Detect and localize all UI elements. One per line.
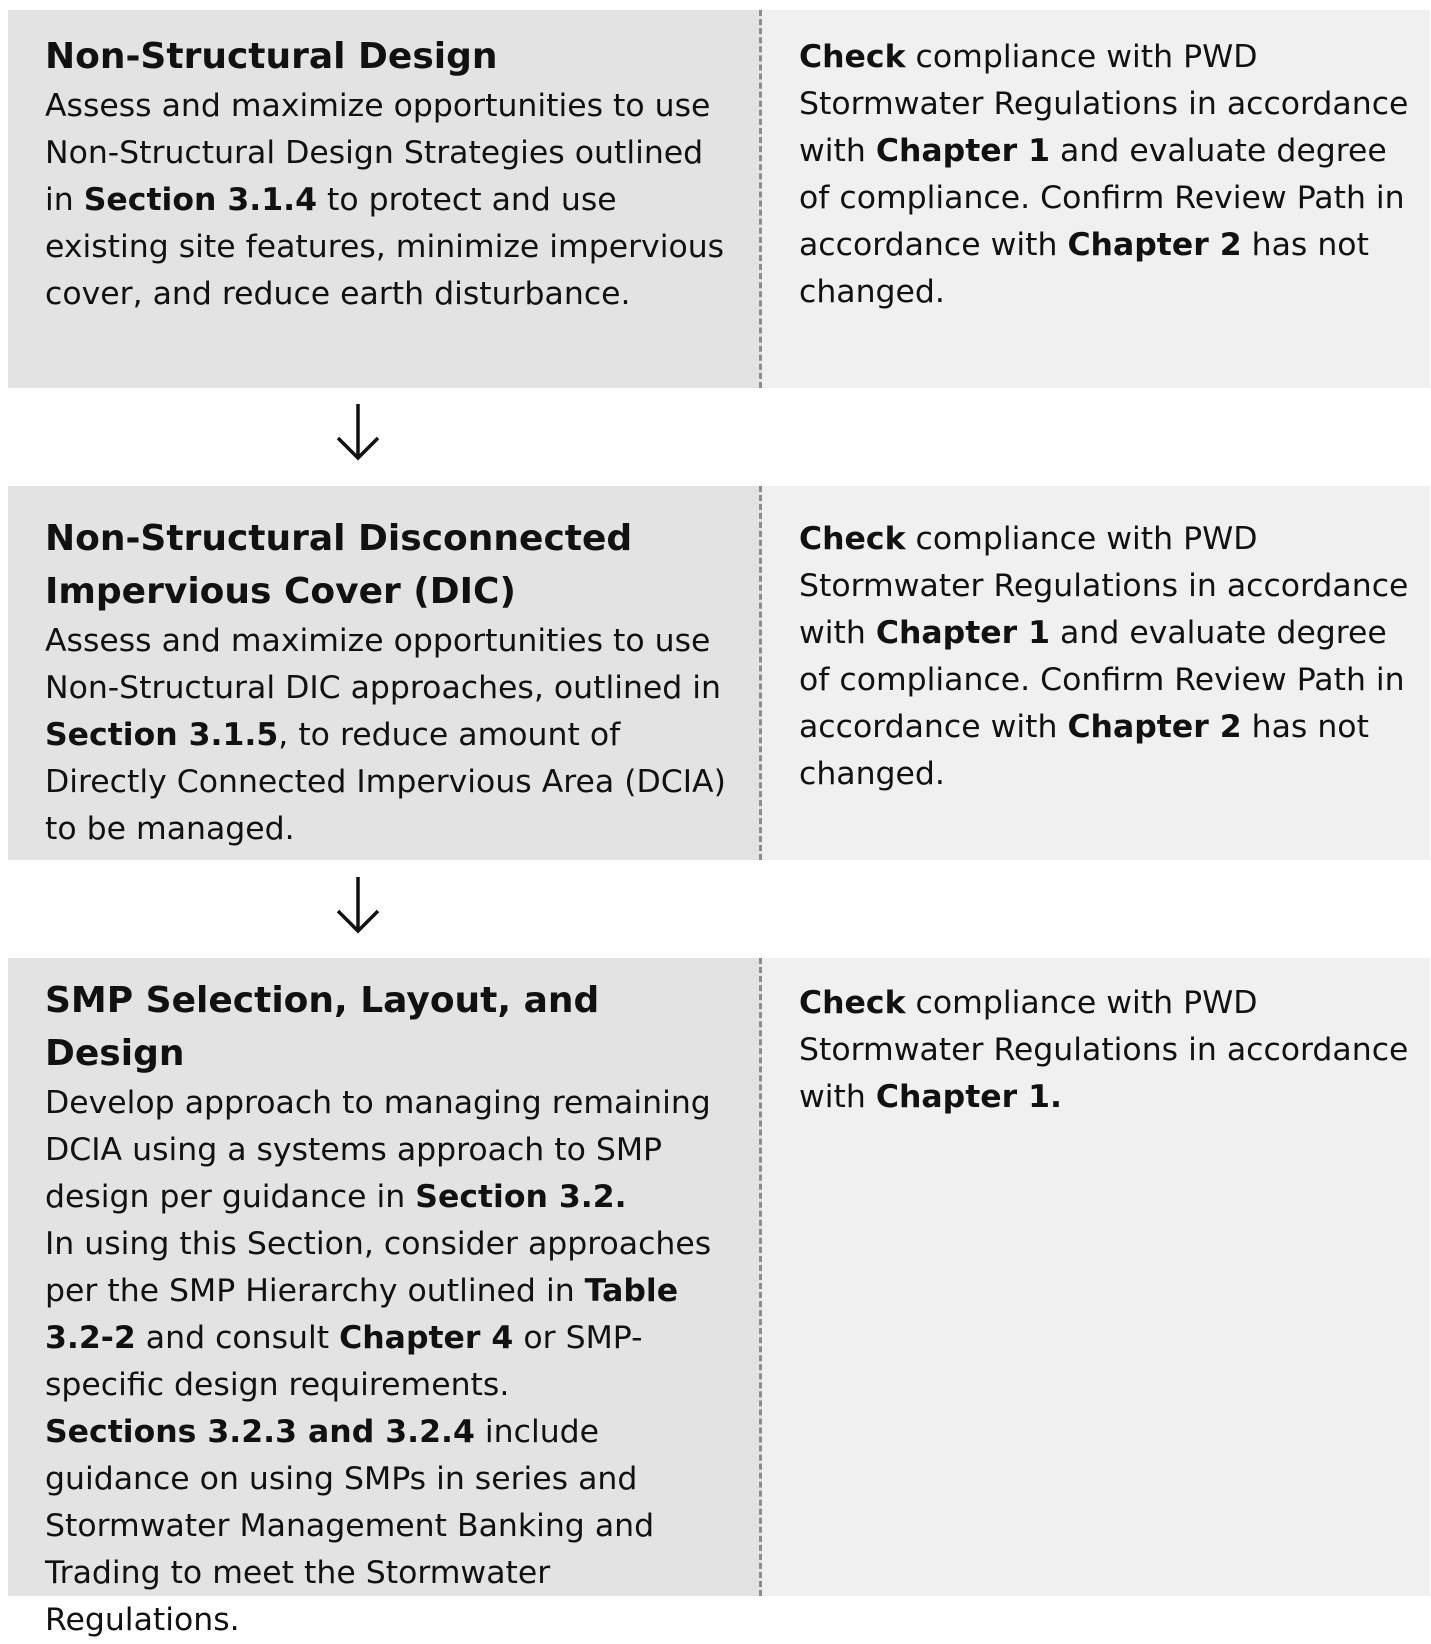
text-run: and evaluate degree of compliance. Confirm Review Path in accordance with xyxy=(799,615,1405,745)
step-3-check-panel xyxy=(762,958,1430,1596)
step-1-title: Non-Structural Design xyxy=(45,36,498,77)
bold-reference: Chapter 4 xyxy=(339,1320,514,1356)
text-run: or SMP-specific design requirements. xyxy=(45,1320,643,1403)
step-row-2 xyxy=(8,486,1430,860)
text-run: has not changed. xyxy=(799,227,1369,310)
bold-reference: Chapter 2 xyxy=(1067,709,1242,745)
bold-reference: Chapter 1 xyxy=(875,133,1051,169)
down-arrow-icon xyxy=(333,402,383,462)
text-run: to protect and use existing site features, minimize impervious cover, and reduce earth disturbance. xyxy=(45,182,725,312)
text-run: Assess and maximize opportunities to use Non-Structural Design Strategies outlined in xyxy=(45,88,711,218)
bold-reference: Chapter 1. xyxy=(875,1079,1062,1115)
step-1-description xyxy=(45,83,733,318)
bold-reference: Check xyxy=(799,521,906,557)
bold-reference: Chapter 1 xyxy=(875,615,1051,651)
text-run: In using this Section, consider approaches per the SMP Hierarchy outlined in xyxy=(45,1226,712,1309)
bold-reference: Sections 3.2.3 and 3.2.4 xyxy=(45,1414,475,1450)
bold-reference: Section 3.1.4 xyxy=(83,182,318,218)
step-1-check-text xyxy=(799,34,1420,316)
down-arrow-icon xyxy=(333,875,383,935)
text-run: and evaluate degree of compliance. Confirm Review Path in accordance with xyxy=(799,133,1405,263)
step-3-title: SMP Selection, Layout, and Design xyxy=(45,980,600,1074)
step-2-title: Non-Structural Disconnected Impervious Cover (DIC) xyxy=(45,518,633,612)
bold-reference: Chapter 2 xyxy=(1067,227,1242,263)
step-2-check-panel xyxy=(762,486,1430,860)
bold-reference: Check xyxy=(799,985,906,1021)
paragraph xyxy=(799,34,1420,316)
step-3-description-panel xyxy=(8,958,762,1638)
paragraph xyxy=(45,618,733,853)
bold-reference: Section 3.2. xyxy=(415,1179,627,1215)
text-run: compliance with PWD Stormwater Regulations in accordance with xyxy=(799,985,1409,1115)
step-row-3 xyxy=(8,958,1430,1638)
text-run: include guidance on using SMPs in series and Stormwater Management Banking and Trading to meet the Stormwater Regulations. xyxy=(45,1414,655,1638)
step-2-check-text xyxy=(799,516,1420,798)
text-run: compliance with PWD Stormwater Regulations in accordance with xyxy=(799,39,1409,169)
step-1-check-panel xyxy=(762,10,1430,388)
step-3-check-text xyxy=(799,980,1420,1121)
bold-reference: Table 3.2-2 xyxy=(45,1273,679,1356)
step-2-description xyxy=(45,618,733,853)
text-run: Assess and maximize opportunities to use Non-Structural DIC approaches, outlined in xyxy=(45,623,722,706)
text-run: and consult xyxy=(135,1320,340,1356)
paragraph xyxy=(45,1221,733,1409)
paragraph xyxy=(45,1080,733,1221)
text-run: has not changed. xyxy=(799,709,1369,792)
step-3-description xyxy=(45,1080,733,1644)
bold-reference: Check xyxy=(799,39,906,75)
paragraph xyxy=(799,980,1420,1121)
step-2-description-panel xyxy=(8,486,762,860)
paragraph xyxy=(45,1409,733,1644)
text-run: Develop approach to managing remaining DCIA using a systems approach to SMP design per guidance in xyxy=(45,1085,711,1215)
bold-reference: Section 3.1.5 xyxy=(45,717,279,753)
paragraph xyxy=(45,83,733,318)
step-1-description-panel xyxy=(8,10,762,388)
text-run: compliance with PWD Stormwater Regulations in accordance with xyxy=(799,521,1409,651)
paragraph xyxy=(799,516,1420,798)
text-run: , to reduce amount of Directly Connected Impervious Area (DCIA) to be managed. xyxy=(45,717,726,847)
step-row-1 xyxy=(8,10,1430,388)
